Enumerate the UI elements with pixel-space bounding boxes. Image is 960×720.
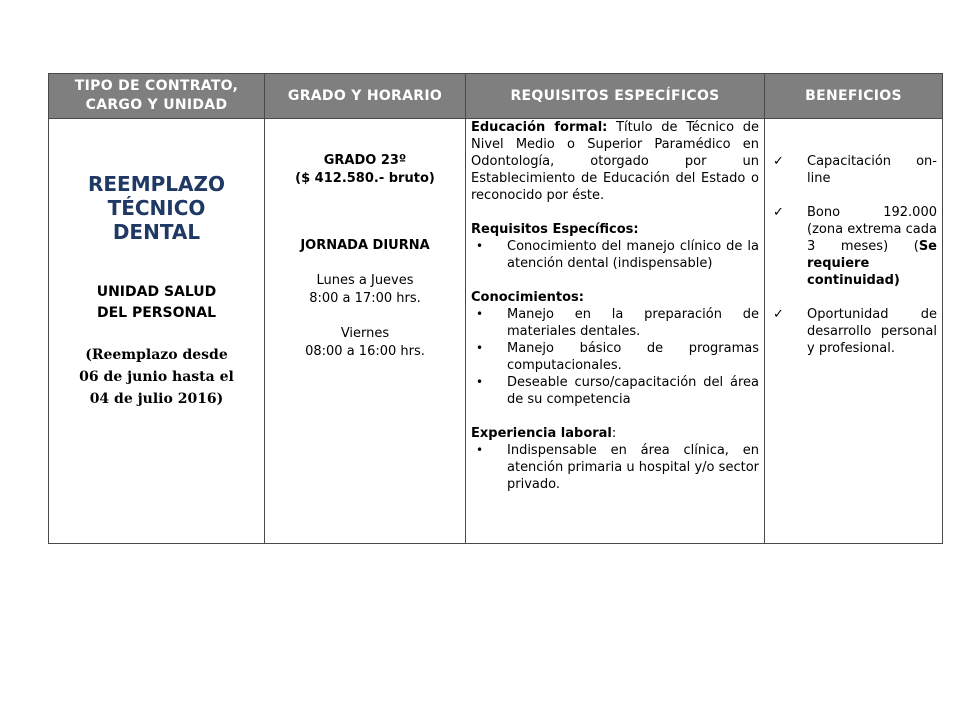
list-item: • Deseable curso/capacitación del área de su competencia — [471, 374, 759, 408]
list-item: • Manejo básico de programas computacionales. — [471, 340, 759, 374]
hours-fri: 08:00 a 16:00 hrs. — [305, 344, 425, 359]
role-title: REEMPLAZO TÉCNICO DENTAL — [87, 172, 225, 244]
education-paragraph — [471, 119, 759, 204]
list-item: ✓ Capacitación on-line — [773, 154, 937, 186]
benefits-cell — [765, 119, 943, 544]
checkmark-icon: ✓ — [773, 205, 784, 220]
table-row — [49, 119, 943, 544]
grade: GRADO 23º — [323, 153, 407, 168]
unit-name: UNIDAD SALUD DEL PERSONAL — [96, 284, 217, 321]
checkmark-icon: ✓ — [773, 307, 784, 322]
salary: ($ 412.580.- bruto) — [295, 171, 435, 186]
list-item: ✓ Bono 192.000 (zona extrema cada 3 meses) (Se requiere continuidad) — [773, 205, 937, 288]
checkmark-icon: ✓ — [773, 154, 784, 169]
contract-cell — [49, 119, 265, 544]
specific-list — [471, 238, 759, 272]
list-item: • Manejo en la preparación de materiales dentales. — [471, 306, 759, 340]
knowledge-list — [471, 306, 759, 408]
days-mon-thu: Lunes a Jueves — [316, 273, 414, 288]
list-item: ✓ Oportunidad de desarrollo personal y profesional. — [773, 307, 937, 356]
education-text: Título de Técnico de Nivel Medio o Superior Paramédico en Odontología, otorgado por un Establecimiento de Educación del Estado o reconocido por éste. — [471, 120, 759, 203]
specific-label: Requisitos Específicos: — [471, 222, 639, 237]
experience-list — [471, 442, 759, 493]
replacement-period: (Reemplazo desde 06 de junio hasta el 04 de julio 2016) — [79, 347, 234, 407]
header-schedule: GRADO Y HORARIO — [265, 74, 466, 119]
job-table — [48, 73, 943, 544]
header-requirements: REQUISITOS ESPECÍFICOS — [466, 74, 765, 119]
knowledge-label: Conocimientos: — [471, 290, 584, 305]
shift: JORNADA DIURNA — [300, 238, 430, 253]
schedule-cell — [265, 119, 466, 544]
list-item: • Indispensable en área clínica, en atención primaria u hospital y/o sector privado. — [471, 442, 759, 493]
benefits-list — [773, 153, 937, 357]
days-fri: Viernes — [340, 326, 390, 341]
list-item: • Conocimiento del manejo clínico de la atención dental (indispensable) — [471, 238, 759, 272]
header-benefits: BENEFICIOS — [765, 74, 943, 119]
header-contract: TIPO DE CONTRATO, CARGO Y UNIDAD — [49, 74, 265, 119]
hours-mon-thu: 8:00 a 17:00 hrs. — [309, 291, 421, 306]
education-label: Educación formal: — [471, 120, 608, 135]
header-row — [49, 74, 943, 119]
experience-label: Experiencia laboral — [471, 426, 612, 441]
requirements-cell: Educación formal: Título de Técnico de Nivel Medio o Superior Paramédico en Odontología, otorgado por un Establecimiento de Educación del Estado o reconocido por éste. Requisitos Específicos: • Conocimiento del manejo clínico de la atención dental (indispensable) Conocimientos: • Manejo en la preparación de materiales dentales. • Manejo básico de programas computacionales. • Deseable curso/capacitación del área de su competencia Experiencia laboral: • Indispensable en área clínica, en atención primaria u hospital y/o sector privado. — [466, 119, 765, 544]
